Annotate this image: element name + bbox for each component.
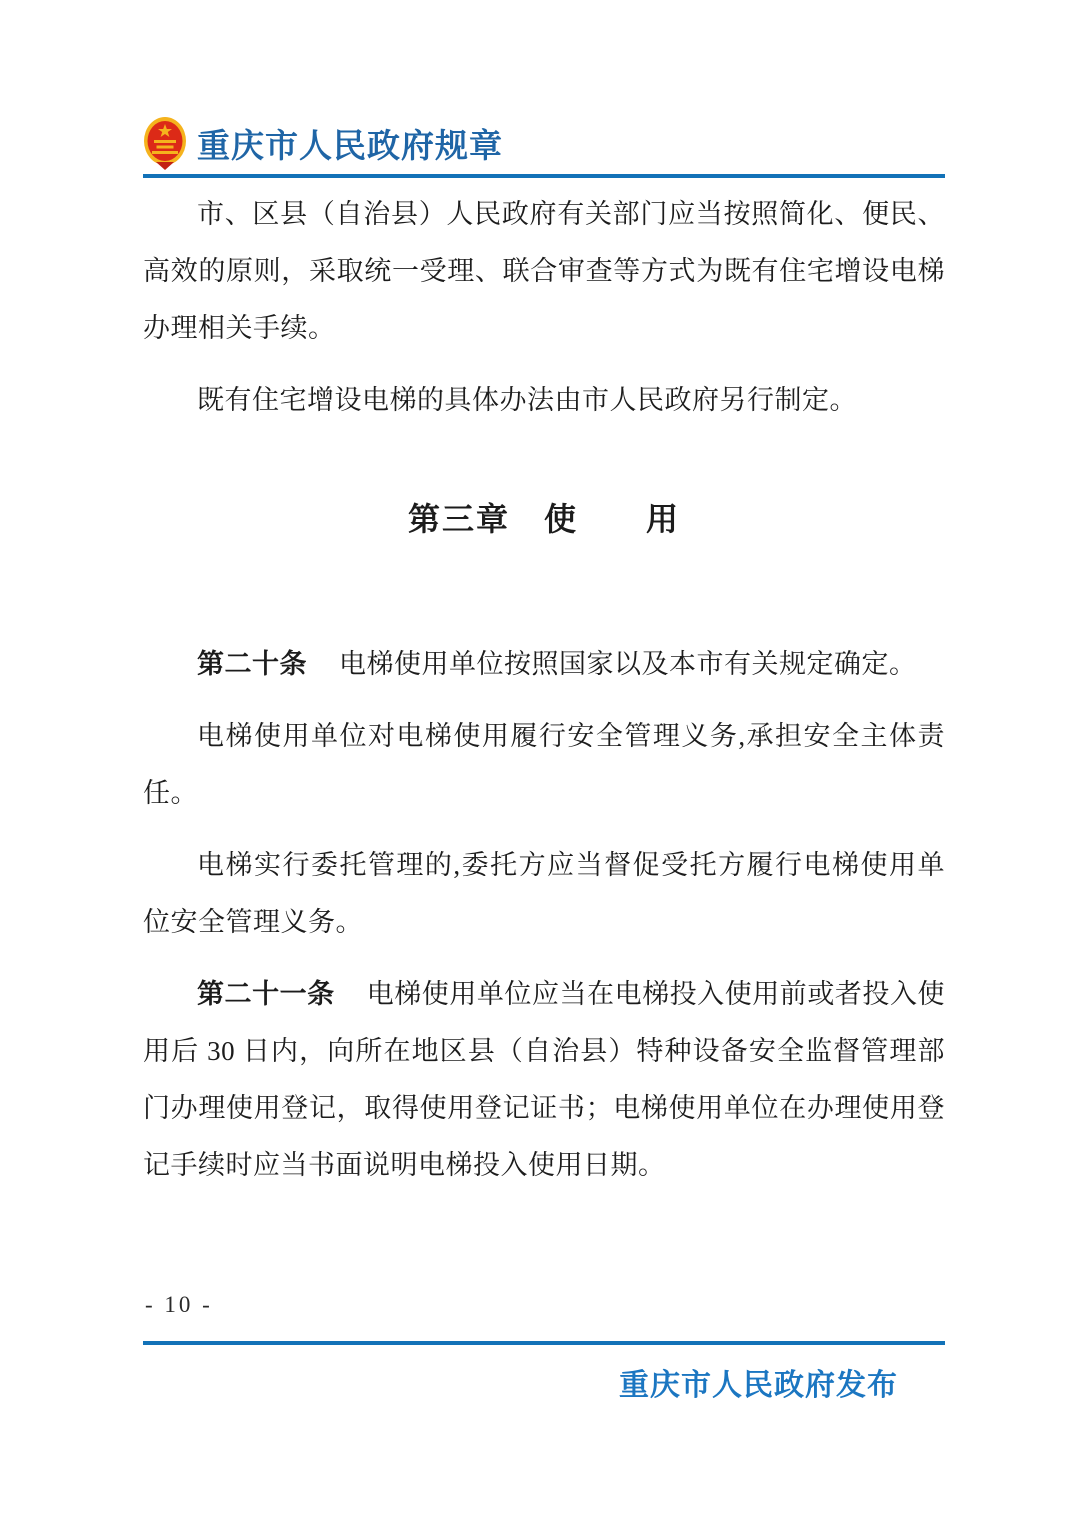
chapter-heading: 第三章 使 用 — [407, 501, 680, 537]
china-national-emblem-icon — [143, 116, 187, 170]
paragraph: 电梯使用单位对电梯使用履行安全管理义务,承担安全主体责任。 — [143, 721, 945, 808]
page-header — [143, 116, 945, 170]
publisher-label: 重庆市人民政府发布 — [619, 1369, 898, 1402]
article-20-paragraph — [143, 636, 945, 693]
paragraph: 既有住宅增设电梯的具体办法由市人民政府另行制定。 — [197, 385, 857, 415]
article-20-text: 电梯使用单位按照国家以及本市有关规定确定。 — [339, 649, 917, 679]
header-divider — [143, 174, 945, 178]
page-number: - 10 - — [145, 1292, 213, 1317]
document-body — [143, 186, 945, 1209]
paragraph: 市、区县（自治县）人民政府有关部门应当按照简化、便民、高效的原则，采取统一受理、联合审查等方式为既有住宅增设电梯办理相关手续。 — [143, 199, 945, 343]
footer-divider — [143, 1341, 945, 1345]
article-20-label: 第二十条 — [197, 649, 307, 679]
article-21-label: 第二十一条 — [197, 979, 335, 1009]
document-series-title: 重庆市人民政府规章 — [197, 126, 503, 164]
article-21-paragraph — [143, 966, 945, 1194]
article-21-text: 电梯使用单位应当在电梯投入使用前或者投入使用后 30 日内，向所在地区县（自治县）特种设备安全监督管理部门办理使用登记，取得使用登记证书；电梯使用单位在办理使用登记手续时应当书面说明电梯投入使用日期。 — [143, 979, 946, 1180]
paragraph: 电梯实行委托管理的,委托方应当督促受托方履行电梯使用单位安全管理义务。 — [143, 850, 945, 937]
